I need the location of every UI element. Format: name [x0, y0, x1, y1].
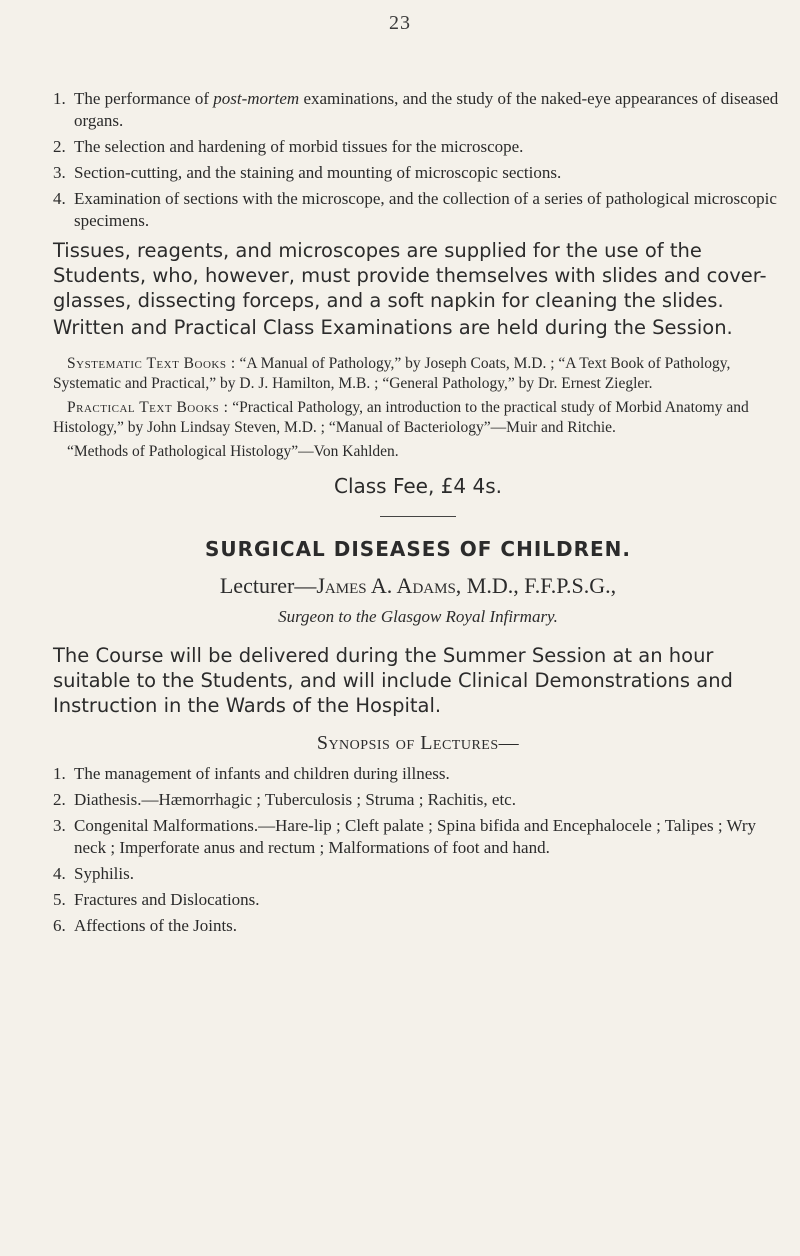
list-item-number: 5. [53, 890, 66, 909]
list-item-number: 2. [53, 137, 66, 156]
list-item-text: Congenital Malformations.—Hare-lip ; Cleft palate ; Spina bifida and Encephalocele ; Talipes ; Wry neck ; Imperforate anus and rectum ; Malformations of foot and hand. [74, 816, 757, 857]
list-item-text: Affections of the Joints. [74, 916, 238, 935]
list-item [53, 162, 783, 184]
list-item [53, 889, 783, 911]
lecturer-prefix: Lecturer— [219, 573, 317, 598]
methods-line: “Methods of Pathological Histology”—Von Kahlden. [67, 443, 399, 460]
practical-text-books [53, 398, 783, 438]
list-item [53, 789, 783, 811]
list-item [53, 815, 783, 859]
practical-text: “Practical Pathology, an introduction to the practical study of Morbid Anatomy and Histology,” by John Lindsay Steven, M.D. ; “Manual of Bacteriology”—Muir and Ritchie. [53, 399, 749, 436]
class-fee: Class Fee, £4 4s. [333, 474, 503, 498]
list-item [53, 188, 783, 232]
list-item-number: 6. [53, 916, 66, 935]
list-item-text: The management of infants and children during illness. [74, 764, 450, 783]
list-item [53, 763, 783, 785]
course-paragraph: The Course will be delivered during the Summer Session at an hour suitable to the Students, and will include Clinical Demonstrations and Instruction in the Wards of the Hospital. [53, 644, 733, 717]
list-item-number: 4. [53, 864, 66, 883]
list-item [53, 915, 783, 937]
page-content [53, 88, 783, 941]
lecturer-line [53, 573, 783, 599]
list-item-text: Syphilis. [74, 864, 134, 883]
lecturer-affiliation: Surgeon to the Glasgow Royal Infirmary. [278, 607, 558, 626]
list-item-text [74, 88, 783, 132]
synopsis-list [53, 763, 783, 937]
emphasis-text: post-mortem [213, 89, 300, 108]
examinations-paragraph: Written and Practical Class Examinations are held during the Session. [53, 316, 733, 339]
practical-label: Practical Text Books : [67, 399, 229, 416]
lecturer-name: James A. Adams [316, 573, 456, 598]
list-item-number: 2. [53, 790, 66, 809]
list-item-text: Examination of sections with the microscope, and the collection of a series of pathological microscopic specimens. [74, 189, 777, 230]
list-item [53, 863, 783, 885]
section-divider [380, 516, 456, 517]
list-item-text: Diathesis.—Hæmorrhagic ; Tuberculosis ; Struma ; Rachitis, etc. [74, 790, 516, 809]
systematic-text: “A Manual of Pathology,” by Joseph Coats, M.D. ; “A Text Book of Pathology, Systematic and Practical,” by D. J. Hamilton, M.B. ; “General Pathology,” by Dr. Ernest Ziegler. [53, 355, 731, 392]
list-item-number: 1. [53, 89, 66, 108]
systematic-text-books [53, 354, 783, 394]
list-item-number: 1. [53, 764, 66, 783]
list-item-text: Fractures and Dislocations. [74, 890, 260, 909]
page-number: 23 [389, 12, 411, 34]
list-item-number: 4. [53, 189, 66, 208]
pathology-course-list [53, 88, 783, 232]
list-item-text: The selection and hardening of morbid tissues for the microscope. [74, 137, 524, 156]
tissues-paragraph: Tissues, reagents, and microscopes are supplied for the use of the Students, who, however, must provide themselves with slides and cover-glasses, dissecting forceps, and a soft napkin for cleaning the slides. [53, 239, 767, 312]
list-item-text-start: The performance of [74, 89, 214, 108]
list-item-number: 3. [53, 163, 66, 182]
synopsis-heading: Synopsis of Lectures— [316, 732, 520, 754]
list-item-text-end: examinations, and the study of the naked-eye appearances of diseased organs. [74, 89, 779, 130]
systematic-label: Systematic Text Books : [67, 355, 236, 372]
list-item [53, 136, 783, 158]
list-item [53, 88, 783, 132]
lecturer-credentials: , M.D., F.F.P.S.G., [455, 573, 617, 598]
list-item-text: Section-cutting, and the staining and mounting of microscopic sections. [74, 163, 562, 182]
list-item-number: 3. [53, 816, 66, 835]
section-heading: SURGICAL DISEASES OF CHILDREN. [204, 537, 631, 561]
